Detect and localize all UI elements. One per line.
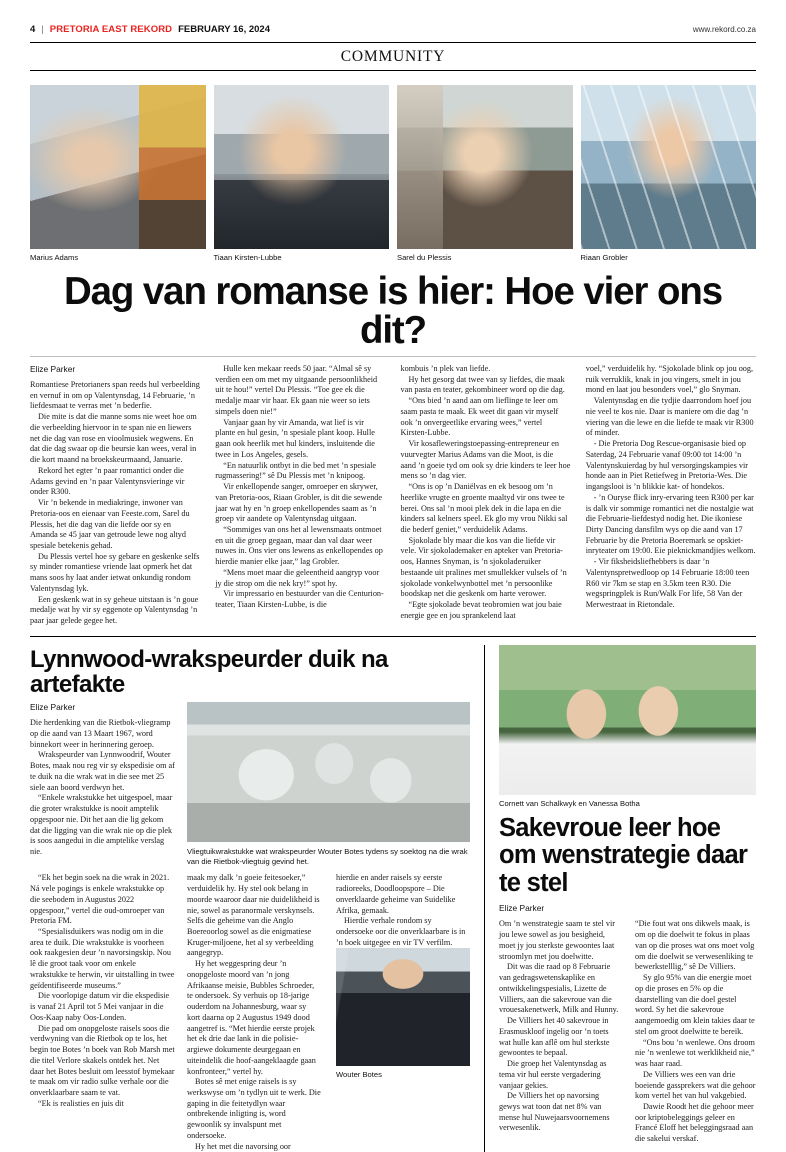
paragraph: hierdie en ander raisels sy eerste radioreeks, Doodloopspore – Die onverklaarde geheime van Suidelike Afrika, gemaak. bbox=[336, 873, 456, 915]
story2-columns-2-3 bbox=[187, 873, 470, 1152]
photo-caption: Vliegtuikwrakstukke wat wrakspeurder Wouter Botes tydens sy soektog na die wrak van die Rietbok-vliegtuig gevind het. bbox=[187, 847, 468, 867]
paragraph: Valentynsdag en die tydjie daarrondom hoef jou nie veel te kos nie. Daar is maniere om die dag ’n viering van die lewe en die liefde te maak vir R300 of minder. bbox=[585, 396, 754, 438]
section-rule-bottom bbox=[30, 70, 756, 71]
paragraph: “Spesialisduikers was nodig om in die area te duik. Die wrakstukke is voorheen ook raakgesien deur ’n navorsingskip. Nou lê die groot taak voor om enkele wrakstukke te herwin, vir uitstalling in twee geïdentifiseerde museums.” bbox=[30, 926, 175, 990]
story2-column-2 bbox=[187, 873, 321, 1152]
paragraph: - Vir fiksheidsliefhebbers is daar ’n Valentynspretwedloop op 14 Februarie 18:00 teen R60 vir 7km se stap en 3.5km teen R30. Die wegspringplek is Run/Walk For life, 58 Van der Merwestraat in Rietondale. bbox=[585, 557, 750, 610]
story2-bottom bbox=[30, 873, 470, 1152]
story3-headline: Sakevroue leer hoe om wenstrategie daar te stel bbox=[499, 813, 748, 897]
photo-wreckage bbox=[187, 702, 470, 842]
story1-byline: Elize Parker bbox=[30, 364, 76, 374]
paragraph: “Enkele wrakstukke het uitgespoel, maar die groter wrakstukke is nooit amptelik opgespoor nie. Dit het aan die lig gekom dat die ligging van die wrak nie op die plek is soos aangedui in die amptelike verslag nie. bbox=[30, 793, 173, 857]
story1-column-1 bbox=[30, 364, 200, 627]
publication-name: PRETORIA EAST REKORD bbox=[49, 24, 173, 35]
paragraph: Du Plessis vertel hoe sy gebare en geskenke selfs sy minder romantiese vriende laat opmerk het dat mans soos hy laat ander ietwat onkundig rondom Valentynsdag lyk. bbox=[30, 551, 200, 593]
story1-columns bbox=[30, 364, 756, 627]
story1-column-2 bbox=[215, 364, 385, 627]
photo-caption: Marius Adams bbox=[30, 253, 79, 262]
masthead bbox=[30, 0, 756, 35]
paragraph: Vir impressario en bestuurder van die Centurion-teater, Tiaan Kirsten-Lubbe, is die bbox=[215, 589, 384, 610]
paragraph: “Sommiges van ons het al lewensmaats ontmoet en uit die groep gegaan, maar dan val daar weer nuwes in. Ons vier ons lewens as enkellopendes op hierdie manier elke jaar,” lag Grobler. bbox=[215, 525, 383, 567]
photo-cell bbox=[397, 85, 573, 262]
paragraph: Botes sê met enige raisels is sy werkswyse om ’n tydlyn uit te werk. Die gaping in die feitetydlyn waar ontbrekende inligting is, word gewoonlik sy invalspunt met ondersoeke. bbox=[187, 1077, 321, 1140]
story2-column-1-cont bbox=[30, 873, 175, 1152]
story2 bbox=[30, 645, 470, 1152]
paragraph: “Mens moet maar die geleentheid aangryp voor jy die strop om die nek kry!” spot hy. bbox=[215, 567, 380, 588]
paragraph: - ’n Ouryse flick inry-ervaring teen R300 per kar is dalk vir sommige romantici net die nostalgie wat die Februarie-liefdestyd nodig het. Die ikoniese Dirty Dancing dansfilm wys op die aand van 17 Februarie by die Pretoria Boeremark se opskiet-inryteater om 19:00. Eie pieknickmandjies welkom. bbox=[585, 492, 756, 556]
photo-tiaan-kirsten-lubbe bbox=[214, 85, 390, 249]
masthead-left bbox=[30, 24, 270, 35]
paragraph: Vir enkellopende sanger, omroeper en skrywer, van Pretoria-oos, Riaan Grobler, is dit die sewende jaar wat hy en ’n groep enkellopendes saam as ’n groep vir aandete op Valentynsdag uitgaan. bbox=[215, 482, 383, 524]
paragraph: Om ’n wenstrategie saam te stel vir jou lewe sowel as jou besigheid, moet jy jou sterkste gewoontes laat stroomlyn met jou doelwitte. bbox=[499, 919, 615, 961]
paragraph: Die groep het Valentynsdag as tema vir hul eerste vergadering vanjaar gekies. bbox=[499, 1059, 607, 1090]
paragraph: “Ek het begin soek na die wrak in 2021. Ná vele pogings is enkele wrakstukke op die seebodem in Augustus 2022 opgespoor,” vertel die oud-omroeper van Pretoria FM. bbox=[30, 873, 170, 926]
paragraph: kombuis ’n plek van liefde. bbox=[400, 364, 491, 373]
photo-caption: Cornett van Schalkwyk en Vanessa Botha bbox=[499, 798, 640, 808]
paragraph: “Ons bied ’n aand aan om lieflinge te leer om saam pasta te maak. Ek weet dit gaan vir myself ook ’n onvergeetlike ervaring wees,” vertel Kirsten-Lubbe. bbox=[400, 396, 559, 438]
paragraph: - Die Pretoria Dog Rescue-organisasie bied op Saterdag, 24 Februarie vanaf 09:00 tot 14:00 ’n Valentynskuierdag by hul versorgingskampies vir honde aan in Piet Retiefweg in Pretoria-Wes. Die ingangslooi is ’n blikkie kat- of hondekos. bbox=[585, 439, 748, 492]
photo-wouter-botes bbox=[336, 948, 470, 1066]
paragraph: “En natuurlik ontbyt in die bed met ’n spesiale rugmassering!” sê Du Plessis met ’n knipoog. bbox=[215, 460, 377, 481]
paragraph: Die mite is dat die manne soms nie weet hoe om die verbeelding hiervoor in te span nie en liewers net die dag van rose en vioolmusiek wegwens. En dat die dag swaar op die beursie kan wees, veral in die kort maand na broekskeurmaand, Januarie. bbox=[30, 412, 197, 465]
photo-cell bbox=[214, 85, 390, 262]
paragraph: Vir ’n bekende in mediakringe, inwoner van Pretoria-oos en eienaar van Feeste.com, Sarel du Plessis, het die dag van die liefde oor sy en Amanda se 45 jaar van getroude lewe nog altyd spesiale betekenis gehad. bbox=[30, 498, 190, 551]
photo-cell bbox=[581, 85, 757, 262]
paragraph: Sy glo 95% van die energie moet op die proses en 5% op die daarstelling van die doel gestel word. Sy het die sakevroue aangemoedig om klein takies daar te stel om groot doelwitte te bereik. bbox=[635, 973, 755, 1036]
photo-caption: Sarel du Plessis bbox=[397, 253, 452, 262]
story1-column-4 bbox=[586, 364, 756, 627]
story2-headline: Lynnwood-wrakspeurder duik na artefakte bbox=[30, 645, 388, 699]
paragraph: Rekord het egter ’n paar romantici onder die Adams gevind en ’n paar Valentynsvieringe vir onder R300. bbox=[30, 465, 185, 497]
story3-column-2 bbox=[635, 919, 756, 1144]
photo-strip bbox=[30, 85, 756, 262]
photo-caption: Tiaan Kirsten-Lubbe bbox=[213, 253, 282, 262]
paragraph: Wrakspeurder van Lynnwoodrif, Wouter Botes, maak nou reg vir sy ekspedisie om af te duik na die wrak wat in die see met 25 siele aan boord verdwyn het. bbox=[30, 750, 175, 792]
photo-caption: Wouter Botes bbox=[336, 1070, 382, 1080]
main-headline: Dag van romanse is hier: Hoe vier ons dit? bbox=[63, 270, 723, 352]
paragraph: voel,” verduidelik hy. “Sjokolade blink op jou oog, ruik verruklik, knak in jou vingers, smelt in jou mond en laat jou besonders voel,” glo Snyman. bbox=[585, 364, 754, 395]
section-title: COMMUNITY bbox=[340, 48, 446, 65]
story2-photo-block bbox=[187, 702, 470, 867]
story3-columns bbox=[499, 919, 756, 1144]
photo-cornett-vanessa bbox=[499, 645, 756, 795]
paragraph: De Villiers het 40 sakevroue in Erasmuskloof ingelig oor ’n toets wat hulle kan aflê om hul sterkste gewoontes te bepaal. bbox=[499, 1016, 610, 1058]
photo-sarel-du-plessis bbox=[397, 85, 573, 249]
paragraph: Hierdie verhale rondom sy ondersoeke oor die onverklaarbare is in ’n boek uitgegee en vir TV verfilm. bbox=[336, 916, 466, 947]
page-number: 4 bbox=[30, 24, 36, 35]
story2-lead-column bbox=[30, 702, 175, 867]
paragraph: De Villiers het op navorsing gewys wat toon dat net 8% van mense hul Nuwejaarsvoornemens verwesenlik. bbox=[499, 1091, 610, 1133]
paragraph: Sjokolade bly maar die kos van die liefde vir vele. Vir sjokolademaker en apteker van Pretoria-oos, Hannes Snyman, is ’n sjokoladeruiker bestaande uit pralines met smullekker vulsels of ’n sjokolade vonkelwynbottel met ’n persoonlike boodskap net die geskenk om harte verower. bbox=[400, 535, 567, 599]
story3-column-1 bbox=[499, 919, 620, 1144]
story2-top bbox=[30, 702, 470, 867]
paragraph: De Villiers wes een van drie boeiende gassprekers wat die gehoor kom vertel het van hul vakgebied. bbox=[635, 1069, 756, 1101]
paragraph: Dit was die raad op 8 Februarie van gedragswetenskaplike en ontwikkelingspesialis, Lizette de Villiers, aan die sakevroue van die vrouesakenetwerk, Milk and Hunny. bbox=[499, 962, 619, 1015]
story1-column-3 bbox=[401, 364, 571, 627]
story2-byline: Elize Parker bbox=[30, 702, 76, 713]
photo-riaan-grobler bbox=[581, 85, 757, 249]
masthead-separator: | bbox=[41, 24, 44, 35]
story3 bbox=[484, 645, 756, 1152]
paragraph: Hulle ken mekaar reeds 50 jaar. “Almal sê sy verdien een om met my uitgaande persoonlikheid uit te hou!” vertel Du Plessis. “Toe gee ek die medalje maar vir haar. Ek gaan nie weer so iets simpels doen nie!” bbox=[215, 364, 378, 416]
paragraph: Die voorlopige datum vir die ekspedisie is vanaf 21 April tot 5 Mei vanjaar in die Oos-Kaap naby Oos-Londen. bbox=[30, 991, 170, 1022]
paragraph: Vir kosafleweringstoepassing-entrepreneur en vuurvegter Marius Adams van die Moot, is die aand ’n goeie tyd om ook sy drie kinders te leer hoe mens so ’n dag vier. bbox=[400, 439, 571, 481]
publication-date: FEBRUARY 16, 2024 bbox=[178, 24, 270, 35]
paragraph: Die herdenking van die Rietbok-vliegramp op die aand van 13 Maart 1967, word binnekort weer in herinnering geroep. bbox=[30, 718, 171, 749]
paragraph: “Ons bou ’n wenlewe. Ons droom nie ’n wenlewe tot werklikheid nie,” was haar raad. bbox=[635, 1037, 755, 1069]
paragraph: Die pad om onopgeloste raisels soos die verdwyning van die Rietbok op te los, het begin toe Botes ’n boek van Rob Marsh met die titel Verlore skakels ontdek het. Net daar het Botes besluit om leesstof bymekaar te maak om vir radio sulke verhale oor die onverklaarbare saam te vat. bbox=[30, 1023, 175, 1097]
paragraph: “Die fout wat ons dikwels maak, is om op die doelwit te fokus in plaas van op die proses wat ons moet volg om die doelwit se verwesenliking te bewerkstelllig,” sê De Villiers. bbox=[635, 919, 755, 972]
paragraph: “Ek is realisties en juis dit bbox=[38, 1098, 124, 1108]
paragraph: “Ons is op ’n Daniëlvas en ek besoog om ’n heerlike vrugte en groente maaltyd vir ons twee te berei. Ons sal ’n mooi plek dek in die lapa en die kinders sal kelners speel. Ek glo my vrou Nikki sal die bederf geniet,” verduidelik Adams. bbox=[400, 482, 568, 535]
paragraph: Een geskenk wat in sy geheue uitstaan is ’n goue medalje wat hy vir sy eggenote op Valentynsdag ’n paar jaar gelede gegee het. bbox=[30, 594, 199, 626]
story3-byline: Elize Parker bbox=[499, 903, 545, 914]
photo-caption: Riaan Grobler bbox=[580, 253, 628, 262]
story2-column-3 bbox=[336, 873, 470, 1152]
paragraph: Hy het weggespring deur ’n onopgeloste moord van ’n jong Afrikaanse meisie, Bubbles Schroeder, te ondersoek. Sy verhuis op 18-jarige ouderdom na Johannesburg, waar sy kort daarna op 2 Augustus 1949 dood aangetref is. “Met hierdie eerste projek het ek drie dae lank in die polisie-argiewe dokumente deurgegaan en uiteindelik die hoof-aangeklaagde gaan konfronteer,” vertel hy. bbox=[187, 959, 316, 1076]
paragraph: Dawie Roodt het die gehoor meer oor kriptobeleggings geleer en Francé Eloff het beleggingsraad aan die sakelui verskaf. bbox=[635, 1101, 754, 1144]
paragraph: Vanjaar gaan hy vir Amanda, wat lief is vir plante en hul gesin, ’n spesiale plant koop. Hulle gaan ook heerlik met hul kinders, insluitende die twee in Los Angeles, gesels. bbox=[215, 417, 375, 459]
paragraph: Hy het met die navorsing oor bbox=[195, 1141, 291, 1151]
paragraph: Romantiese Pretorianers span reeds hul verbeelding en vernuf in om op Valentynsdag, 14 Februarie, ’n liefdesmaat te verras met ’n bederfie. bbox=[30, 380, 200, 411]
paragraph: Hy het gesorg dat twee van sy liefdes, die maak van pasta en teater, gekombineer word op die dag. bbox=[400, 374, 565, 395]
package-divider bbox=[30, 636, 756, 637]
photo-marius-adams bbox=[30, 85, 206, 249]
paragraph: “Egte sjokolade bevat teobromien wat jou baie energie gee en jou sprankelend laat bbox=[400, 600, 562, 620]
headline-rule bbox=[30, 356, 756, 357]
lower-section bbox=[30, 645, 756, 1152]
paragraph: maak my dalk ’n goeie feitesoeker,” verduidelik hy. Hy stel ook belang in moorde waaroor daar nie duidelikheid is nie, sowel as paranormale verskynsels. Selfs die geheime van die Anglo Boereoorlog sowel as die enigmatiese Kruger-miljoene, het al sy verbeelding aangegryp. bbox=[187, 873, 320, 958]
website-url: www.rekord.co.za bbox=[692, 25, 756, 34]
photo-cell bbox=[30, 85, 206, 262]
